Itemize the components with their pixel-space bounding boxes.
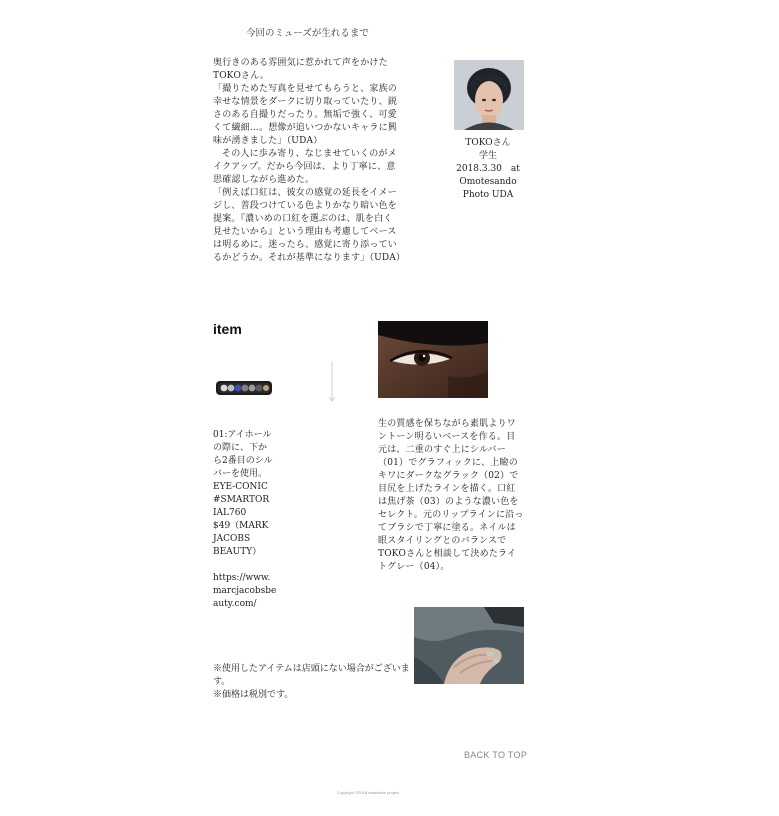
profile-occupation: 学生 [478, 151, 497, 161]
item-line: $49（MARK [213, 521, 269, 531]
story-paragraph: 「撮りためた写真を見せてもらうと、家族の幸せな情景をダークに切り取っていたり、鋭さのある自撮りだったり。無垢で強く、可愛くて繊細…。想像が追いつかないキャラに興味が湧きました」（UDA） [213, 84, 398, 146]
profile-photo-credit: Photo UDA [462, 190, 514, 200]
item-notes [213, 663, 413, 702]
section-heading: 今回のミューズが生れるまで [246, 28, 369, 39]
item-line: 01:アイホール [213, 430, 272, 440]
note-line: ※価格は税別です。 [213, 690, 294, 700]
copyright-text: Copyright ©2018 snakeskin project [337, 790, 400, 795]
note-line: ※使用したアイテムは店頭にない場合がございます。 [213, 664, 410, 687]
item-line: バーを使用。 [213, 469, 268, 479]
profile-name: TOKOさん [465, 138, 511, 148]
item-line: ら2番目のシル [213, 456, 273, 466]
item-line: #SMARTOR [213, 495, 270, 505]
item-line: BEAUTY） [213, 547, 262, 557]
item-line: EYE-CONIC [213, 482, 268, 492]
story-paragraph: その人に歩み寄り、なじませていくのがメイクアップ。だから今回は、より丁寧に、意思確認しながら進めた。 [213, 149, 397, 185]
profile-info [440, 137, 536, 202]
eyeshadow-palette-image [215, 377, 273, 399]
item-url[interactable] [213, 572, 283, 611]
item-line: の際に、下か [213, 443, 268, 453]
item-url-line[interactable]: marcjacobsbe [213, 586, 277, 596]
profile-place: Omotesando [459, 177, 517, 187]
profile-date: 2018.3.30 at [456, 164, 520, 174]
hand-nail-photo [414, 607, 524, 684]
back-to-top-link[interactable]: BACK TO TOP [464, 750, 528, 760]
item-title: item [213, 321, 242, 337]
eye-closeup-photo [378, 321, 488, 398]
item-line: JACOBS [213, 534, 251, 544]
down-arrow-icon [326, 361, 338, 403]
profile-portrait [454, 60, 524, 130]
story-paragraph: 「例えば口紅は、彼女の感覚の延長をイメージし、普段つけている色よりかなり暗い色を提案。『濃いめの口紅を選ぶのは、肌を白く見せたいから』という理由も考慮してベースは明るめに。迷ったら、感覚に寄り添っているかどうか。それが基準になります」（UDA） [213, 188, 406, 263]
item-url-line[interactable]: https://www. [213, 573, 271, 583]
story-paragraph: 奥行きのある雰囲気に惹かれて声をかけたTOKOさん。 [213, 58, 388, 81]
makeup-description: 生の質感を保ちながら素肌よりワントーン明るいベースを作る。目元は、二重のすぐ上にシルバー（01）でグラフィックに、上瞼のキワにダークなグラック（02）で目尻を上げたラインを描く。口紅は焦げ茶（03）のような濃い色をセレクト。元のリップラインに沿ってブラシで丁寧に塗る。ネイルは眼スタイリングとのバランスでTOKOさんと相談して決めたライトグレー（04）。 [378, 419, 524, 572]
item-description [213, 429, 283, 611]
item-url-line[interactable]: auty.com/ [213, 599, 257, 609]
item-line: IAL760 [213, 508, 247, 518]
story-text [213, 57, 406, 265]
